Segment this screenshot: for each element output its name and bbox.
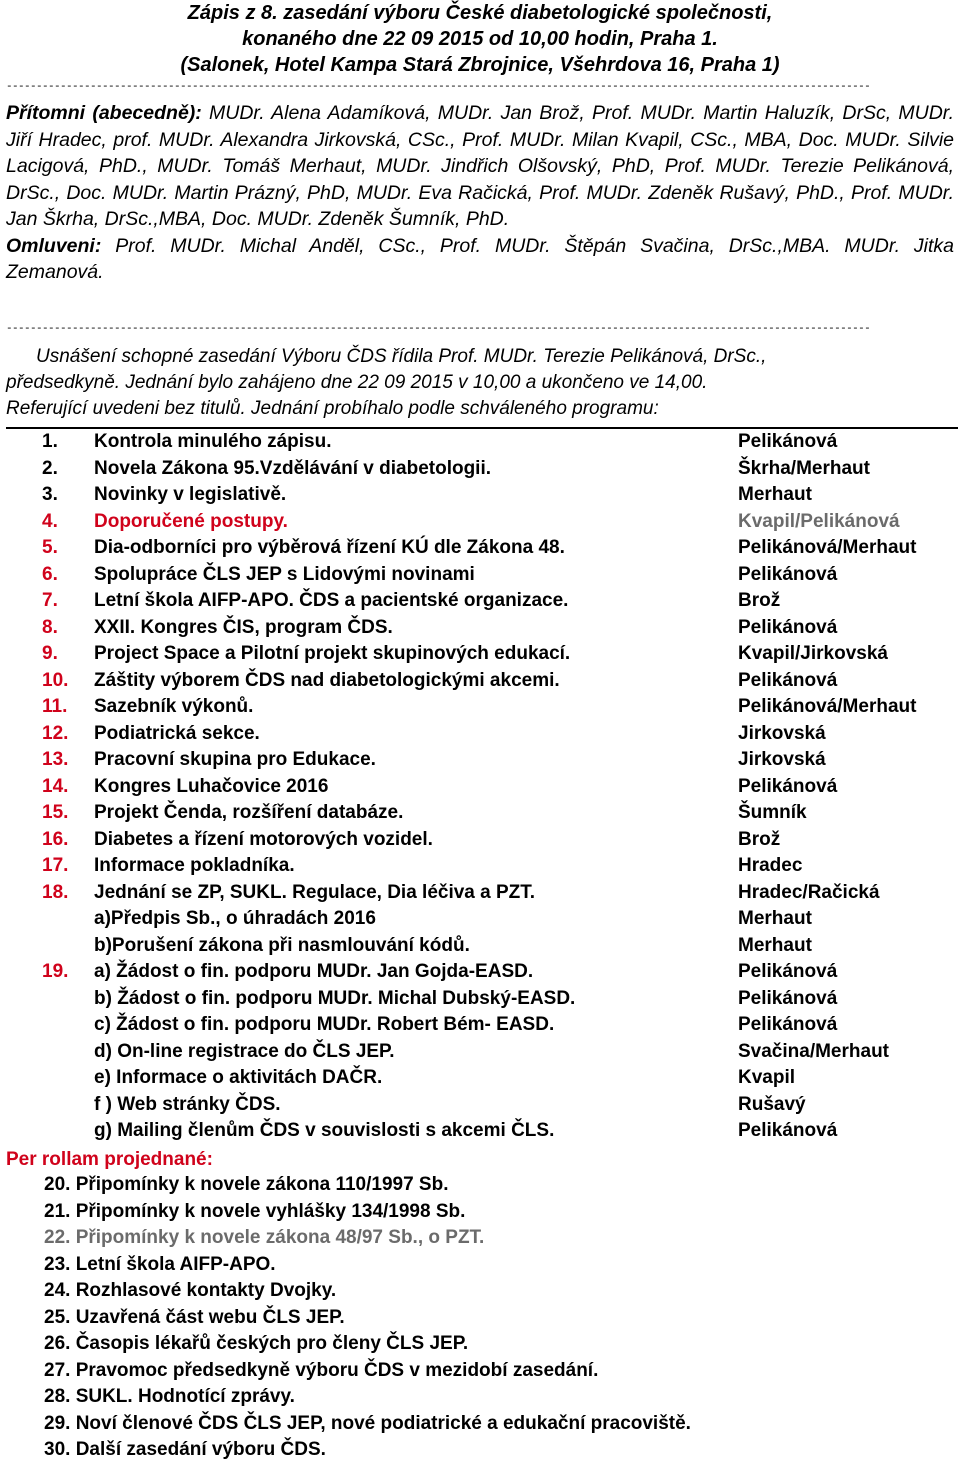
per-rollam-item: 26. Časopis lékařů českých pro členy ČLS JEP. [44, 1333, 469, 1354]
agenda-item-number: 19. [42, 961, 69, 982]
agenda-item-topic: f ) Web stránky ČDS. [94, 1093, 281, 1115]
agenda-item-responsible: Brož [738, 828, 781, 850]
agenda-item-number: 5. [42, 537, 58, 558]
excused-label: Omluveni: [6, 234, 102, 257]
agenda-item-responsible: Merhaut [738, 934, 812, 956]
per-rollam-item: 27. Pravomoc předsedkyně výboru ČDS v mezidobí zasedání. [44, 1359, 599, 1381]
present-list: MUDr. Alena Adamíková, MUDr. Jan Brož, Prof. MUDr. Martin Haluzík, DrSc, MUDr. Jiří Hradec, prof. MUDr. Alexandra Jirkovská, CSc., Prof. MUDr. Milan Kvapil, CSc., MBA, Doc. MUDr. Silvie Lacigová, PhD., MUDr. Tomáš Merhaut, MUDr. Jindřich Olšovský, PhD, Prof. MUDr. Terezie Pelikánová, DrSc., Doc. MUDr. Martin Prázný, PhD, MUDr. Eva Račická, Prof. MUDr. Zdeněk Rušavý, PhD., Prof. MUDr. Jan Škrha, DrSc.,MBA, Doc. MUDr. Zdeněk Šumník, PhD. [6, 102, 954, 230]
agenda-item-topic: Jednání se ZP, SUKL. Regulace, Dia léčiva a PZT. [94, 881, 536, 903]
per-rollam-item: 22. Připomínky k novele zákona 48/97 Sb., o PZT. [44, 1227, 485, 1248]
agenda-item-responsible: Kvapil [738, 1067, 796, 1088]
agenda-item-number: 14. [42, 775, 69, 797]
agenda-item-responsible: Pelikánová [738, 775, 838, 797]
agenda-item-topic: Podiatrická sekce. [94, 722, 260, 744]
agenda-item-topic: Projekt Čenda, rozšíření databáze. [94, 802, 404, 823]
agenda-item-topic: XXII. Kongres ČIS, program ČDS. [94, 616, 393, 638]
agenda-item-responsible: Rušavý [738, 1093, 806, 1115]
agenda-item-topic: b)Porušení zákona při nasmlouvání kódů. [94, 934, 470, 956]
agenda-item-topic: Spolupráce ČLS JEP s Lidovými novinami [94, 563, 475, 585]
agenda-item-topic: Záštity výborem ČDS nad diabetologickými akcemi. [94, 669, 560, 691]
agenda-item-responsible: Pelikánová/Merhaut [738, 537, 917, 558]
agenda-item-responsible: Merhaut [738, 908, 812, 929]
agenda-item-responsible: Pelikánová [738, 616, 838, 638]
per-rollam-item: 30. Další zasedání výboru ČDS. [44, 1439, 326, 1460]
agenda-item-number: 8. [42, 616, 58, 638]
separator-bottom: ------------------------------------------------------------------------------------------------------------------------------------------------ [6, 323, 871, 335]
title-line-2: konaného dne 22 09 2015 od 10,00 hodin, Praha 1. [242, 28, 718, 50]
agenda-item-responsible: Svačina/Merhaut [738, 1040, 889, 1062]
agenda-item-number: 11. [42, 696, 68, 717]
agenda-item-topic: Sazebník výkonů. [94, 696, 254, 717]
per-rollam-item: 24. Rozhlasové kontakty Dvojky. [44, 1280, 337, 1301]
agenda-item-number: 17. [42, 855, 69, 876]
agenda-item-responsible: Pelikánová [738, 431, 838, 452]
agenda-item-topic: Doporučené postupy. [94, 510, 288, 532]
agenda-item-responsible: Šumník [738, 802, 807, 823]
agenda-item-number: 3. [42, 484, 58, 505]
attendance-block [6, 100, 954, 286]
agenda-item-number: 13. [42, 749, 69, 770]
agenda-item-topic: Diabetes a řízení motorových vozidel. [94, 828, 433, 850]
agenda-item-responsible: Škrha/Merhaut [738, 457, 870, 479]
agenda-item-topic: Kontrola minulého zápisu. [94, 431, 332, 452]
agenda-item-responsible: Kvapil/Jirkovská [738, 643, 888, 664]
agenda-item-responsible: Pelikánová [738, 961, 838, 982]
intro-line-3: Referující uvedeni bez titulů. Jednání probíhalo podle schváleného programu: [6, 398, 659, 419]
agenda-item-number: 7. [42, 590, 58, 611]
agenda-item-responsible: Pelikánová/Merhaut [738, 696, 917, 717]
agenda-item-number: 4. [42, 510, 58, 532]
agenda-item-topic: a) Žádost o fin. podporu MUDr. Jan Gojda-EASD. [94, 961, 534, 982]
agenda-item-responsible: Kvapil/Pelikánová [738, 510, 900, 532]
agenda-item-topic: Novinky v legislativě. [94, 484, 287, 505]
per-rollam-label: Per rollam projednané: [6, 1149, 213, 1170]
agenda-item-responsible: Jirkovská [738, 722, 826, 744]
agenda-item-topic: Informace pokladníka. [94, 855, 295, 876]
agenda-item-topic: Novela Zákona 95.Vzdělávání v diabetologii. [94, 457, 492, 479]
per-rollam-item: 20. Připomínky k novele zákona 110/1997 Sb. [44, 1174, 449, 1195]
excused-list: Prof. MUDr. Michal Anděl, CSc., Prof. MUDr. Štěpán Svačina, DrSc.,MBA. MUDr. Jitka Zemanová. [6, 234, 954, 283]
per-rollam-item: 29. Noví členové ČDS ČLS JEP, nové podiatrické a edukační pracoviště. [44, 1412, 691, 1434]
agenda-item-number: 15. [42, 802, 69, 823]
agenda-item-number: 1. [42, 431, 58, 452]
per-rollam-item: 25. Uzavřená část webu ČLS JEP. [44, 1306, 345, 1328]
per-rollam-item: 28. SUKL. Hodnotící zprávy. [44, 1386, 295, 1407]
per-rollam-item: 21. Připomínky k novele vyhlášky 134/1998 Sb. [44, 1200, 466, 1222]
separator-top: ------------------------------------------------------------------------------------------------------------------------------------------------ [6, 81, 871, 93]
agenda-item-number: 12. [42, 722, 69, 744]
agenda-item-topic: g) Mailing členům ČDS v souvislosti s akcemi ČLS. [94, 1120, 555, 1141]
agenda-item-responsible: Pelikánová [738, 987, 838, 1009]
intro-line-2: předsedkyně. Jednání bylo zahájeno dne 22 09 2015 v 10,00 a ukončeno ve 14,00. [6, 372, 708, 393]
agenda-item-number: 9. [42, 643, 58, 664]
agenda-item-topic: Letní škola AIFP-APO. ČDS a pacientské organizace. [94, 590, 569, 611]
agenda-item-responsible: Merhaut [738, 484, 812, 505]
agenda-item-responsible: Brož [738, 590, 781, 611]
agenda-item-responsible: Pelikánová [738, 1120, 838, 1141]
per-rollam-item: 23. Letní škola AIFP-APO. [44, 1253, 276, 1275]
title-line-1: Zápis z 8. zasedání výboru České diabetologické společnosti, [187, 2, 773, 24]
agenda-item-number: 10. [42, 669, 69, 691]
agenda-item-topic: a)Předpis Sb., o úhradách 2016 [94, 908, 376, 929]
agenda-item-number: 2. [42, 457, 58, 479]
agenda-item-responsible: Pelikánová [738, 563, 838, 585]
agenda-item-topic: Pracovní skupina pro Edukace. [94, 749, 376, 770]
title-line-3: (Salonek, Hotel Kampa Stará Zbrojnice, Všehrdova 16, Praha 1) [180, 54, 780, 76]
present-label: Přítomni (abecedně): [6, 102, 202, 124]
agenda-item-topic: Project Space a Pilotní projekt skupinových edukací. [94, 643, 571, 664]
agenda-item-number: 6. [42, 563, 58, 585]
agenda-item-topic: d) On-line registrace do ČLS JEP. [94, 1040, 395, 1062]
agenda-item-number: 16. [42, 828, 69, 850]
agenda-item-topic: Kongres Luhačovice 2016 [94, 775, 329, 797]
agenda-item-topic: e) Informace o aktivitách DAČR. [94, 1067, 383, 1088]
intro-paragraph [6, 344, 954, 422]
agenda-item-topic: b) Žádost o fin. podporu MUDr. Michal Dubský-EASD. [94, 987, 576, 1009]
agenda-item-responsible: Pelikánová [738, 669, 838, 691]
agenda-item-topic: Dia-odborníci pro výběrová řízení KÚ dle Zákona 48. [94, 537, 565, 558]
agenda-item-responsible: Hradec/Račická [738, 881, 880, 903]
agenda-item-number: 18. [42, 881, 69, 903]
agenda-item-responsible: Hradec [738, 855, 803, 876]
intro-line-1: Usnášení schopné zasedání Výboru ČDS řídila Prof. MUDr. Terezie Pelikánová, DrSc., [36, 346, 767, 367]
agenda-item-responsible: Pelikánová [738, 1014, 838, 1035]
agenda-item-topic: c) Žádost o fin. podporu MUDr. Robert Bém- EASD. [94, 1014, 555, 1035]
agenda-item-responsible: Jirkovská [738, 749, 826, 770]
